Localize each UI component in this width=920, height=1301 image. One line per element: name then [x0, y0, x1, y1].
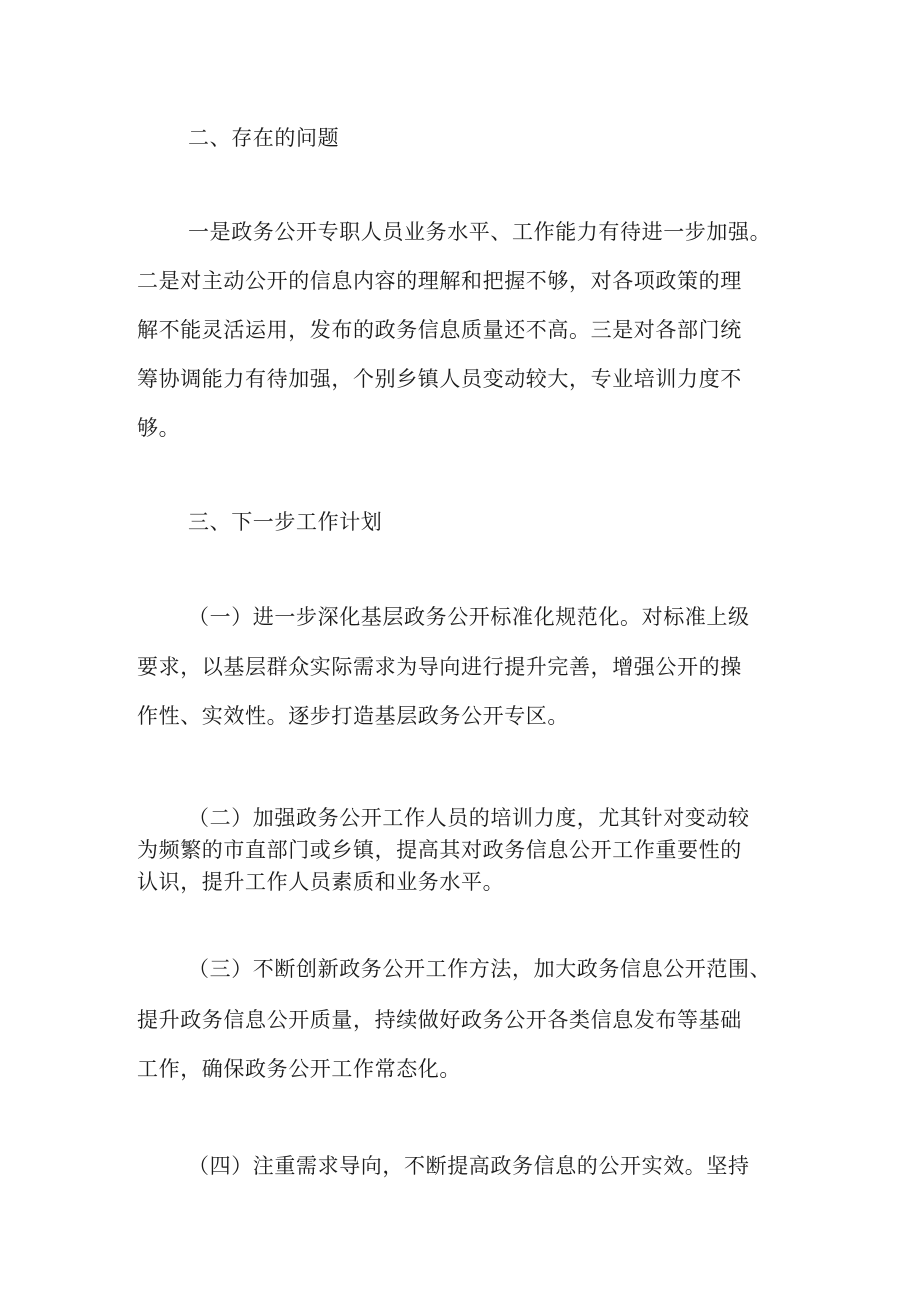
plan-item-1-line-2: 要求，以基层群众实际需求为导向进行提升完善，增强公开的操	[137, 655, 742, 679]
plan-item-4-line-1: （四）注重需求导向，不断提高政务信息的公开实效。坚持	[188, 1154, 750, 1178]
plan-item-1-line-3: 作性、实效性。逐步打造基层政务公开专区。	[137, 704, 569, 728]
plan-item-2-line-1: （二）加强政务公开工作人员的培训力度，尤其针对变动较	[188, 806, 750, 830]
problems-paragraph-line-5: 够。	[137, 416, 181, 440]
plan-item-3-line-1: （三）不断创新政务公开工作方法，加大政务信息公开范围、	[188, 957, 772, 981]
problems-paragraph-line-4: 筹协调能力有待加强，个别乡镇人员变动较大，专业培训力度不	[137, 367, 742, 391]
plan-item-2-line-2: 为频繁的市直部门或乡镇，提高其对政务信息公开工作重要性的	[137, 838, 742, 862]
problems-paragraph-line-1: 一是政务公开专职人员业务水平、工作能力有待进一步加强。	[188, 220, 772, 244]
plan-item-2-line-3: 认识，提升工作人员素质和业务水平。	[137, 870, 505, 894]
problems-paragraph-line-3: 解不能灵活运用，发布的政务信息质量还不高。三是对各部门统	[137, 318, 742, 342]
section-heading-problems: 二、存在的问题	[188, 126, 340, 150]
plan-item-1-line-1: （一）进一步深化基层政务公开标准化规范化。对标准上级	[188, 605, 750, 629]
plan-item-3-line-2: 提升政务信息公开质量，持续做好政务公开各类信息发布等基础	[137, 1008, 742, 1032]
problems-paragraph-line-2: 二是对主动公开的信息内容的理解和把握不够，对各项政策的理	[137, 269, 742, 293]
plan-item-3-line-3: 工作，确保政务公开工作常态化。	[137, 1057, 461, 1081]
section-heading-next-steps: 三、下一步工作计划	[188, 510, 383, 534]
